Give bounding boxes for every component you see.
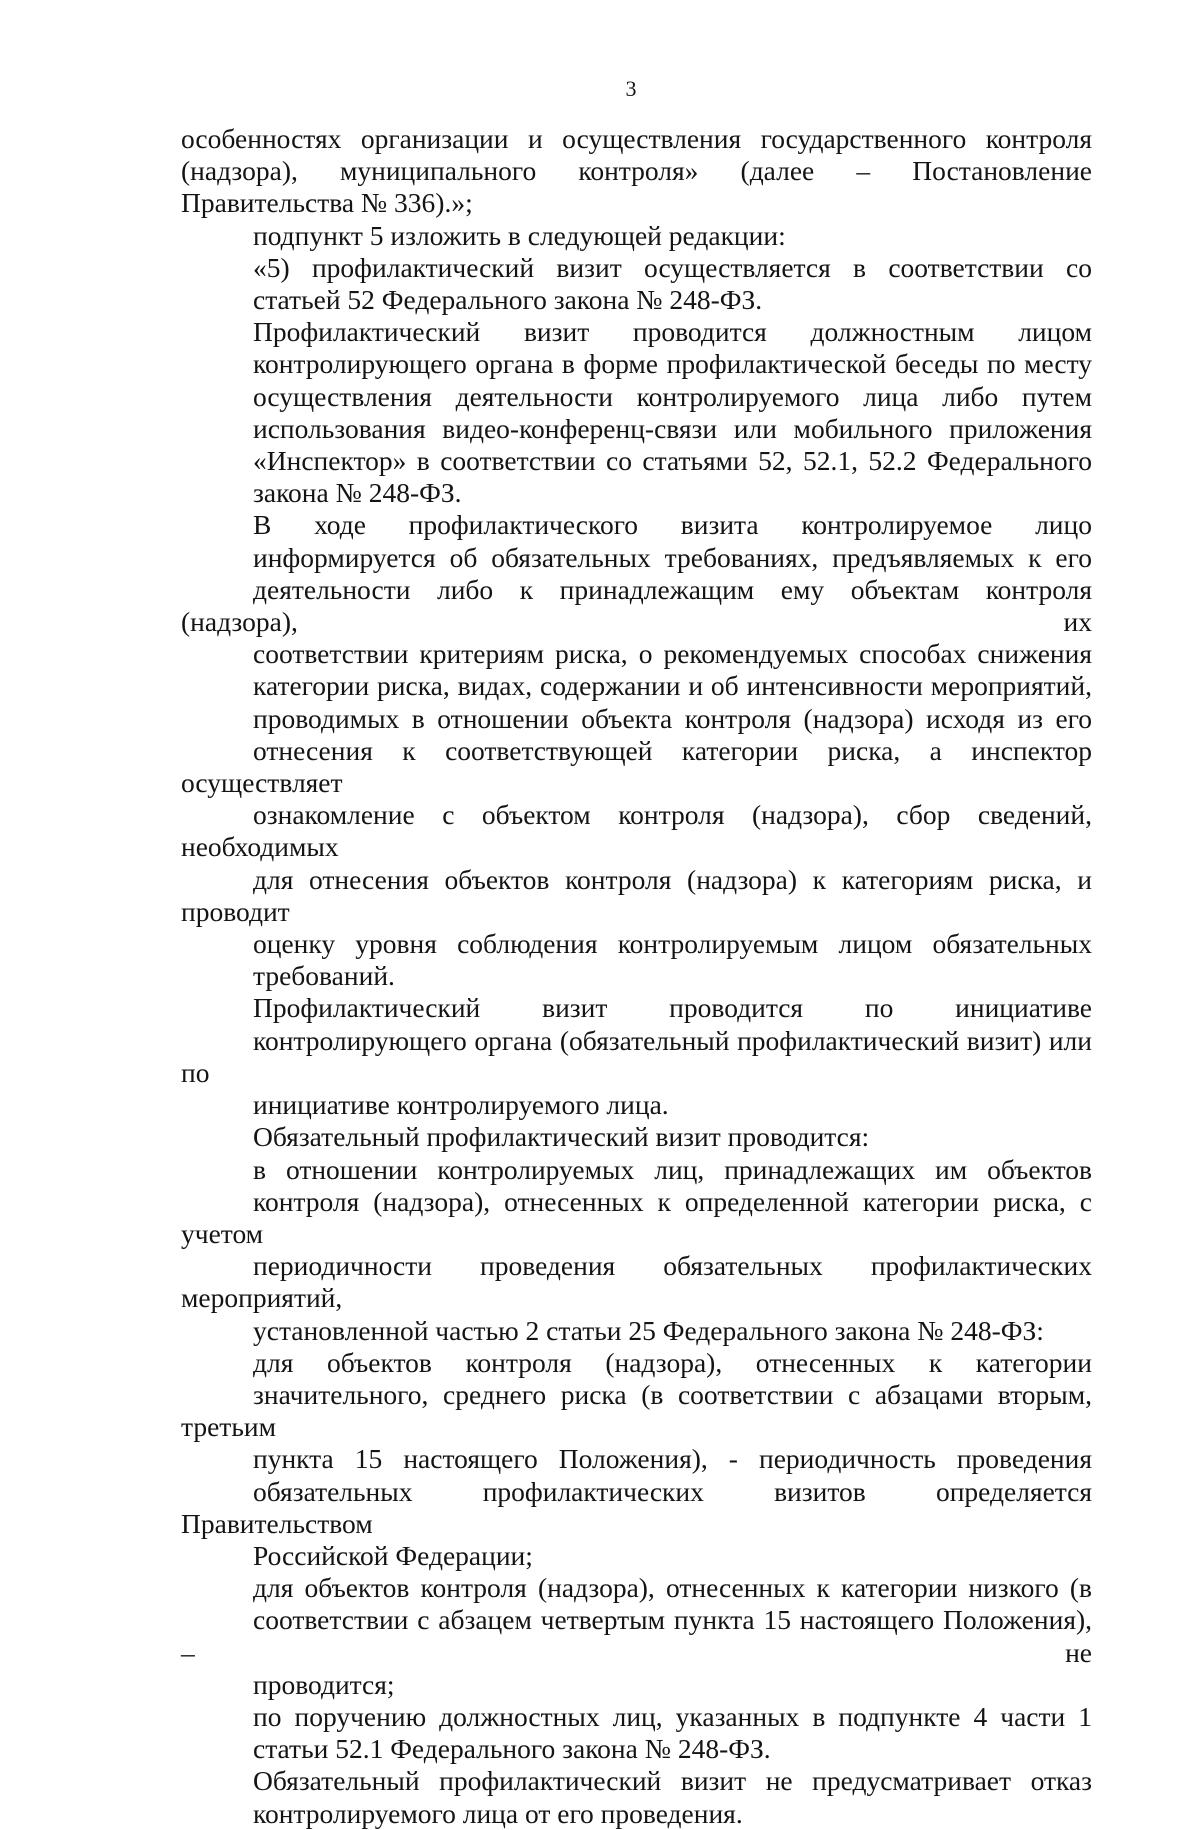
text-line: контролирующего органа (обязательный профилактический визит) или по — [181, 1024, 1092, 1088]
text-line: соответствии с абзацем четвертым пункта 15 настоящего Положения), – не — [181, 1604, 1092, 1668]
text-line: ознакомление с объектом контроля (надзора), сбор сведений, необходимых — [181, 799, 1092, 863]
text-line: Обязательный профилактический визит проводится: — [253, 1121, 870, 1153]
paragraph — [181, 1154, 1092, 1347]
paragraph — [181, 220, 1092, 252]
text-line: (надзора), муниципального контроля» (далее – Постановление — [181, 155, 1092, 187]
document-body — [181, 123, 1092, 1830]
text-line: контролирующего органа в форме профилактической беседы по месту — [253, 348, 1092, 380]
text-line: использования видео-конференц-связи или мобильного приложения — [253, 412, 1092, 444]
text-line: категории риска, видах, содержании и об интенсивности мероприятий, — [253, 670, 1092, 702]
paragraph — [181, 509, 1092, 992]
text-line: установленной частью 2 статьи 25 Федерального закона № 248-ФЗ: — [253, 1314, 1044, 1346]
text-line: соответствии критериям риска, о рекомендуемых способах снижения — [253, 638, 1092, 670]
paragraph — [181, 992, 1092, 1121]
text-line: требований. — [253, 960, 395, 992]
text-line: «5) профилактический визит осуществляется в соответствии со — [253, 251, 1092, 283]
text-line: в отношении контролируемых лиц, принадлежащих им объектов — [253, 1153, 1092, 1185]
text-line: информируется об обязательных требованиях, предъявляемых к его — [253, 541, 1092, 573]
text-line: Профилактический визит проводится должностным лицом — [253, 316, 1092, 348]
text-line: деятельности либо к принадлежащим ему объектам контроля (надзора), их — [181, 573, 1092, 638]
text-line: подпункт 5 изложить в следующей редакции: — [253, 219, 786, 251]
text-line: Обязательный профилактический визит не предусматривает отказ — [253, 1765, 1092, 1797]
page-number: 3 — [625, 76, 637, 101]
paragraph — [181, 1765, 1092, 1829]
text-line: инициативе контролируемого лица. — [253, 1089, 669, 1121]
paragraph — [181, 1347, 1092, 1572]
text-line: проводимых в отношении объекта контроля (надзора) исходя из его — [253, 702, 1092, 734]
text-line: статьи 52.1 Федерального закона № 248-ФЗ. — [253, 1733, 771, 1765]
text-line: особенностях организации и осуществления государственного контроля — [181, 123, 1092, 154]
text-line: контролируемого лица от его проведения. — [253, 1797, 743, 1829]
paragraph — [181, 1572, 1092, 1701]
text-line: обязательных профилактических визитов определяется Правительством — [181, 1475, 1092, 1539]
text-line: проводится; — [253, 1668, 395, 1700]
text-line: значительного, среднего риска (в соответствии с абзацами вторым, третьим — [181, 1378, 1092, 1443]
text-line: по поручению должностных лиц, указанных в подпункте 4 части 1 — [253, 1700, 1092, 1732]
paragraph — [181, 252, 1092, 316]
text-line: статьей 52 Федерального закона № 248-ФЗ. — [253, 284, 763, 316]
text-line: периодичности проведения обязательных профилактических мероприятий, — [181, 1250, 1092, 1314]
text-line: пункта 15 настоящего Положения), - периодичность проведения — [253, 1443, 1092, 1475]
text-line: Правительства № 336).»; — [181, 187, 473, 219]
text-line: Профилактический визит проводится по инициативе — [253, 992, 1092, 1024]
text-line: оценку уровня соблюдения контролируемым лицом обязательных — [253, 928, 1092, 960]
text-line: закона № 248-ФЗ. — [253, 477, 462, 509]
text-line: контроля (надзора), отнесенных к определенной категории риска, с учетом — [181, 1185, 1092, 1249]
text-line: «Инспектор» в соответствии со статьями 52, 52.1, 52.2 Федерального — [253, 445, 1092, 477]
text-line: В ходе профилактического визита контролируемое лицо — [253, 509, 1092, 541]
paragraph — [181, 1121, 1092, 1153]
text-line: для объектов контроля (надзора), отнесенных к категории низкого (в — [253, 1572, 1092, 1604]
text-line: для объектов контроля (надзора), отнесенных к категории — [253, 1346, 1092, 1378]
paragraph — [181, 316, 1092, 509]
text-line: отнесения к соответствующей категории риска, а инспектор осуществляет — [181, 734, 1092, 799]
text-line: Российской Федерации; — [253, 1539, 533, 1571]
text-line: осуществления деятельности контролируемого лица либо путем — [253, 380, 1092, 412]
paragraph — [181, 1701, 1092, 1765]
text-line: для отнесения объектов контроля (надзора) к категориям риска, и проводит — [181, 863, 1092, 927]
paragraph — [181, 123, 1092, 220]
